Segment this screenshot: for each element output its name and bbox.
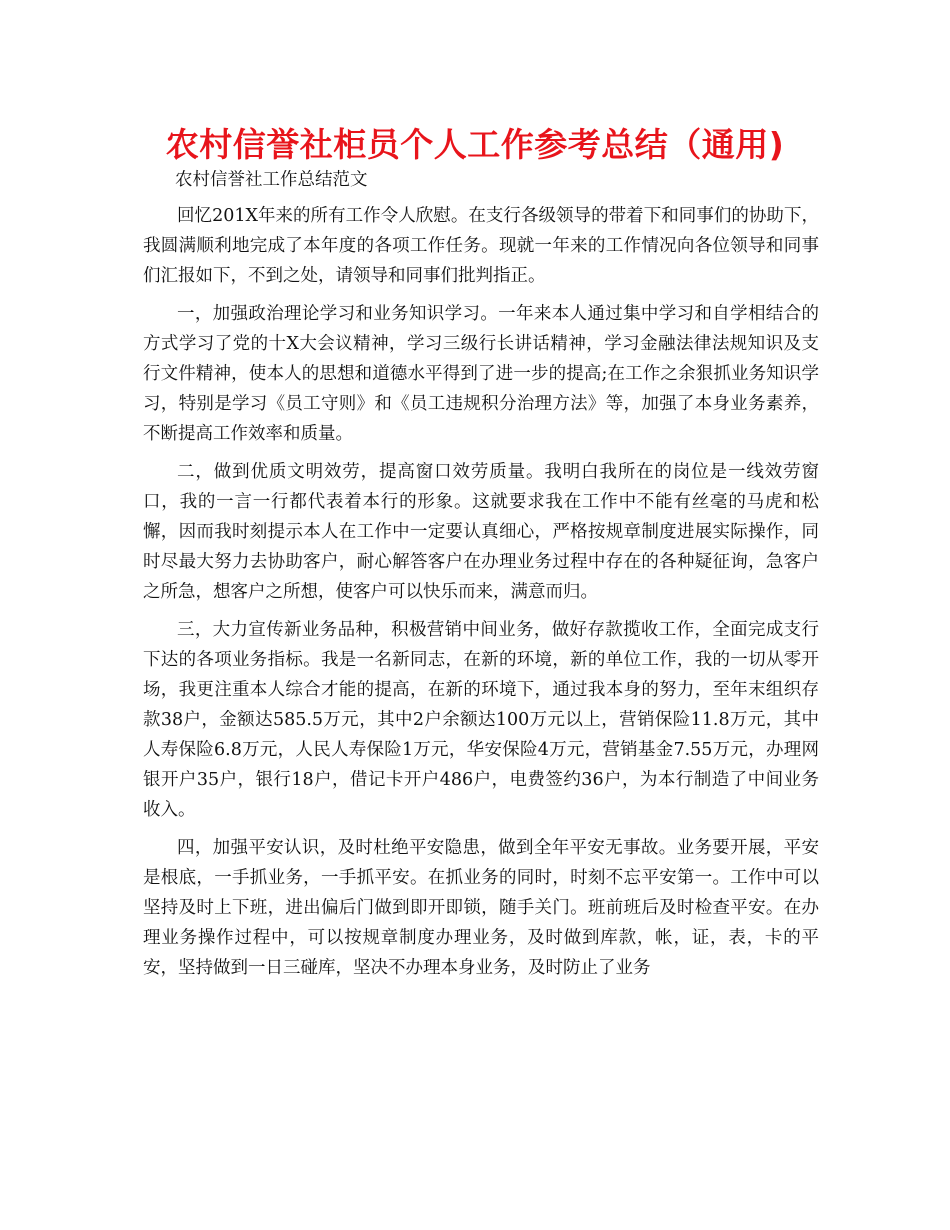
paragraph-safety: 四，加强平安认识，及时杜绝平安隐患，做到全年平安无事故。业务要开展，平安是根底，一手抓业务，一手抓平安。在抓业务的同时，时刻不忘平安第一。工作中可以坚持及时上下班，进出偏后门做到即开即锁，随手关门。班前班后及时检查平安。在办理业务操作过程中，可以按规章制度办理业务，及时做到库款，帐，证，表，卡的平安，坚持做到一日三碰库，坚决不办理本身业务，及时防止了业务	[143, 838, 819, 978]
paragraph-study: 一，加强政治理论学习和业务知识学习。一年来本人通过集中学习和自学相结合的方式学习了党的十X大会议精神，学习三级行长讲话精神，学习金融法律法规知识及支行文件精神，使本人的思想和道德水平得到了进一步的提高;在工作之余狠抓业务知识学习，特别是学习《员工守则》和《员工违规积分治理方法》等，加强了本身业务素养，不断提高工作效率和质量。	[143, 304, 819, 444]
document-body	[143, 201, 819, 991]
paragraph-service: 二，做到优质文明效劳，提高窗口效劳质量。我明白我所在的岗位是一线效劳窗口，我的一言一行都代表着本行的形象。这就要求我在工作中不能有丝毫的马虎和松懈，因而我时刻提示本人在工作中一定要认真细心，严格按规章制度进展实际操作，同时尽最大努力去协助客户，耐心解答客户在办理业务过程中存在的各种疑征询，急客户之所急，想客户之所想，使客户可以快乐而来，满意而归。	[143, 462, 819, 602]
document-subtitle: 农村信誉社工作总结范文	[175, 170, 368, 190]
document-title: 农村信誉社柜员个人工作参考总结（通用)	[165, 125, 785, 164]
paragraph-intro: 回忆201X年来的所有工作令人欣慰。在支行各级领导的带着下和同事们的协助下，我圆满顺利地完成了本年度的各项工作任务。现就一年来的工作情况向各位领导和同事们汇报如下，不到之处，请领导和同事们批判指正。	[143, 206, 819, 286]
paragraph-business: 三，大力宣传新业务品种，积极营销中间业务，做好存款揽收工作，全面完成支行下达的各项业务指标。我是一名新同志，在新的环境，新的单位工作，我的一切从零开场，我更注重本人综合才能的提高，在新的环境下，通过我本身的努力，至年末组织存款38户，金额达585.5万元，其中2户余额达100万元以上，营销保险11.8万元，其中人寿保险6.8万元，人民人寿保险1万元，华安保险4万元，营销基金7.55万元，办理网银开户35户，银行18户，借记卡开户486户，电费签约36户，为本行制造了中间业务收入。	[143, 620, 819, 820]
